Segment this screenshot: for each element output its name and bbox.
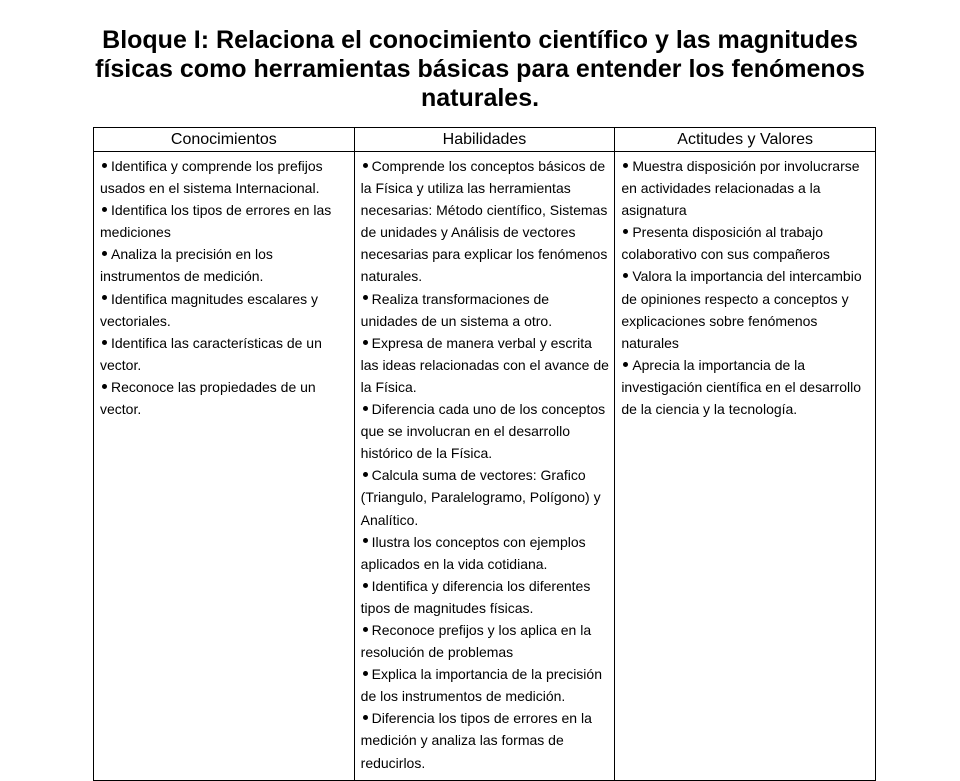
bullet-icon	[363, 671, 368, 676]
bullet-icon	[363, 340, 368, 345]
list-item	[361, 575, 610, 619]
list-item-text: Aprecia la importancia de la investigación científica en el desarrollo de la ciencia y la tecnología.	[621, 356, 862, 418]
bullet-icon	[363, 715, 368, 720]
bullet-icon	[363, 538, 368, 543]
bullet-icon	[363, 163, 368, 168]
bullet-icon	[623, 229, 628, 234]
bullet-icon	[102, 251, 107, 256]
list-item	[361, 332, 610, 398]
list-item	[100, 288, 349, 332]
list-item	[100, 332, 349, 376]
bullet-icon	[623, 163, 628, 168]
list-item-text: Diferencia los tipos de errores en la medición y analiza las formas de reducirlos.	[360, 710, 592, 771]
list-item	[100, 376, 349, 420]
bullet-icon	[623, 362, 628, 367]
list-item-text: Identifica y comprende los prefijos usados en el sistema Internacional.	[100, 158, 323, 197]
table-header-row	[94, 128, 876, 152]
list-item	[361, 619, 610, 663]
list-item-text: Diferencia cada uno de los conceptos que se involucran en el desarrollo histórico de la Física.	[360, 401, 606, 462]
bullet-icon	[102, 295, 107, 300]
competencias-table	[93, 127, 876, 781]
list-item-text: Reconoce prefijos y los aplica en la resolución de problemas	[360, 621, 592, 661]
bullet-icon	[363, 627, 368, 632]
list-item-text: Comprende los conceptos básicos de la Física y utiliza las herramientas necesarias: Método científico, Sistemas de unidades y Análisis de vectores necesarias para explicar los fenómenos naturales.	[360, 158, 608, 285]
slide-title: Bloque I: Relaciona el conocimiento científico y las magnitudes físicas como herramientas básicas para entender los fenómenos naturales.	[95, 26, 865, 112]
bullet-icon	[102, 384, 107, 389]
list-item	[361, 155, 610, 288]
header-conocimientos: Conocimientos	[94, 128, 355, 152]
bullet-icon	[363, 295, 368, 300]
list-item	[621, 221, 870, 265]
bullet-icon	[102, 340, 107, 345]
list-item	[100, 155, 349, 199]
list-item-text: Reconoce las propiedades de un vector.	[100, 378, 316, 418]
list-item-text: Presenta disposición al trabajo colaborativo con sus compañeros	[621, 224, 830, 263]
list-item-text: Realiza transformaciones de unidades de un sistema a otro.	[360, 290, 553, 329]
list-item-text: Identifica magnitudes escalares y vectoriales.	[100, 290, 318, 329]
list-item-text: Identifica los tipos de errores en las mediciones	[100, 202, 332, 241]
header-actitudes-valores: Actitudes y Valores	[615, 128, 876, 152]
list-item-text: Analiza la precisión en los instrumentos de medición.	[100, 246, 273, 285]
conocimientos-cell	[94, 152, 355, 781]
bullet-icon	[363, 406, 368, 411]
list-item-text: Ilustra los conceptos con ejemplos aplicados en la vida cotidiana.	[360, 533, 586, 572]
bullet-icon	[102, 207, 107, 212]
list-item-text: Muestra disposición por involucrarse en actividades relacionadas a la asignatura	[621, 158, 860, 219]
header-habilidades: Habilidades	[354, 128, 615, 152]
bullet-icon	[623, 273, 628, 278]
habilidades-cell	[354, 152, 615, 781]
list-item-text: Identifica las características de un vector.	[100, 334, 322, 373]
list-item-text: Valora la importancia del intercambio de opiniones respecto a conceptos y explicaciones sobre fenómenos naturales	[621, 268, 862, 351]
actitudes-list	[621, 155, 870, 420]
list-item	[100, 199, 349, 243]
list-item-text: Calcula suma de vectores: Grafico (Triangulo, Paralelogramo, Polígono) y Analítico.	[360, 467, 601, 528]
list-item	[361, 663, 610, 707]
list-item	[361, 398, 610, 464]
bullet-icon	[102, 163, 107, 168]
habilidades-list	[361, 155, 610, 774]
list-item-text: Explica la importancia de la precisión de los instrumentos de medición.	[360, 666, 602, 705]
list-item	[621, 265, 870, 353]
list-item-text: Expresa de manera verbal y escrita las ideas relacionadas con el avance de la Física.	[360, 334, 609, 395]
list-item-text: Identifica y diferencia los diferentes tipos de magnitudes físicas.	[360, 577, 591, 616]
table-body-row	[94, 152, 876, 781]
list-item	[100, 243, 349, 287]
actitudes-cell	[615, 152, 876, 781]
list-item	[621, 354, 870, 420]
list-item	[361, 464, 610, 530]
bullet-icon	[363, 472, 368, 477]
conocimientos-list	[100, 155, 349, 420]
list-item	[361, 531, 610, 575]
list-item	[361, 707, 610, 773]
list-item	[361, 288, 610, 332]
list-item	[621, 155, 870, 221]
bullet-icon	[363, 583, 368, 588]
